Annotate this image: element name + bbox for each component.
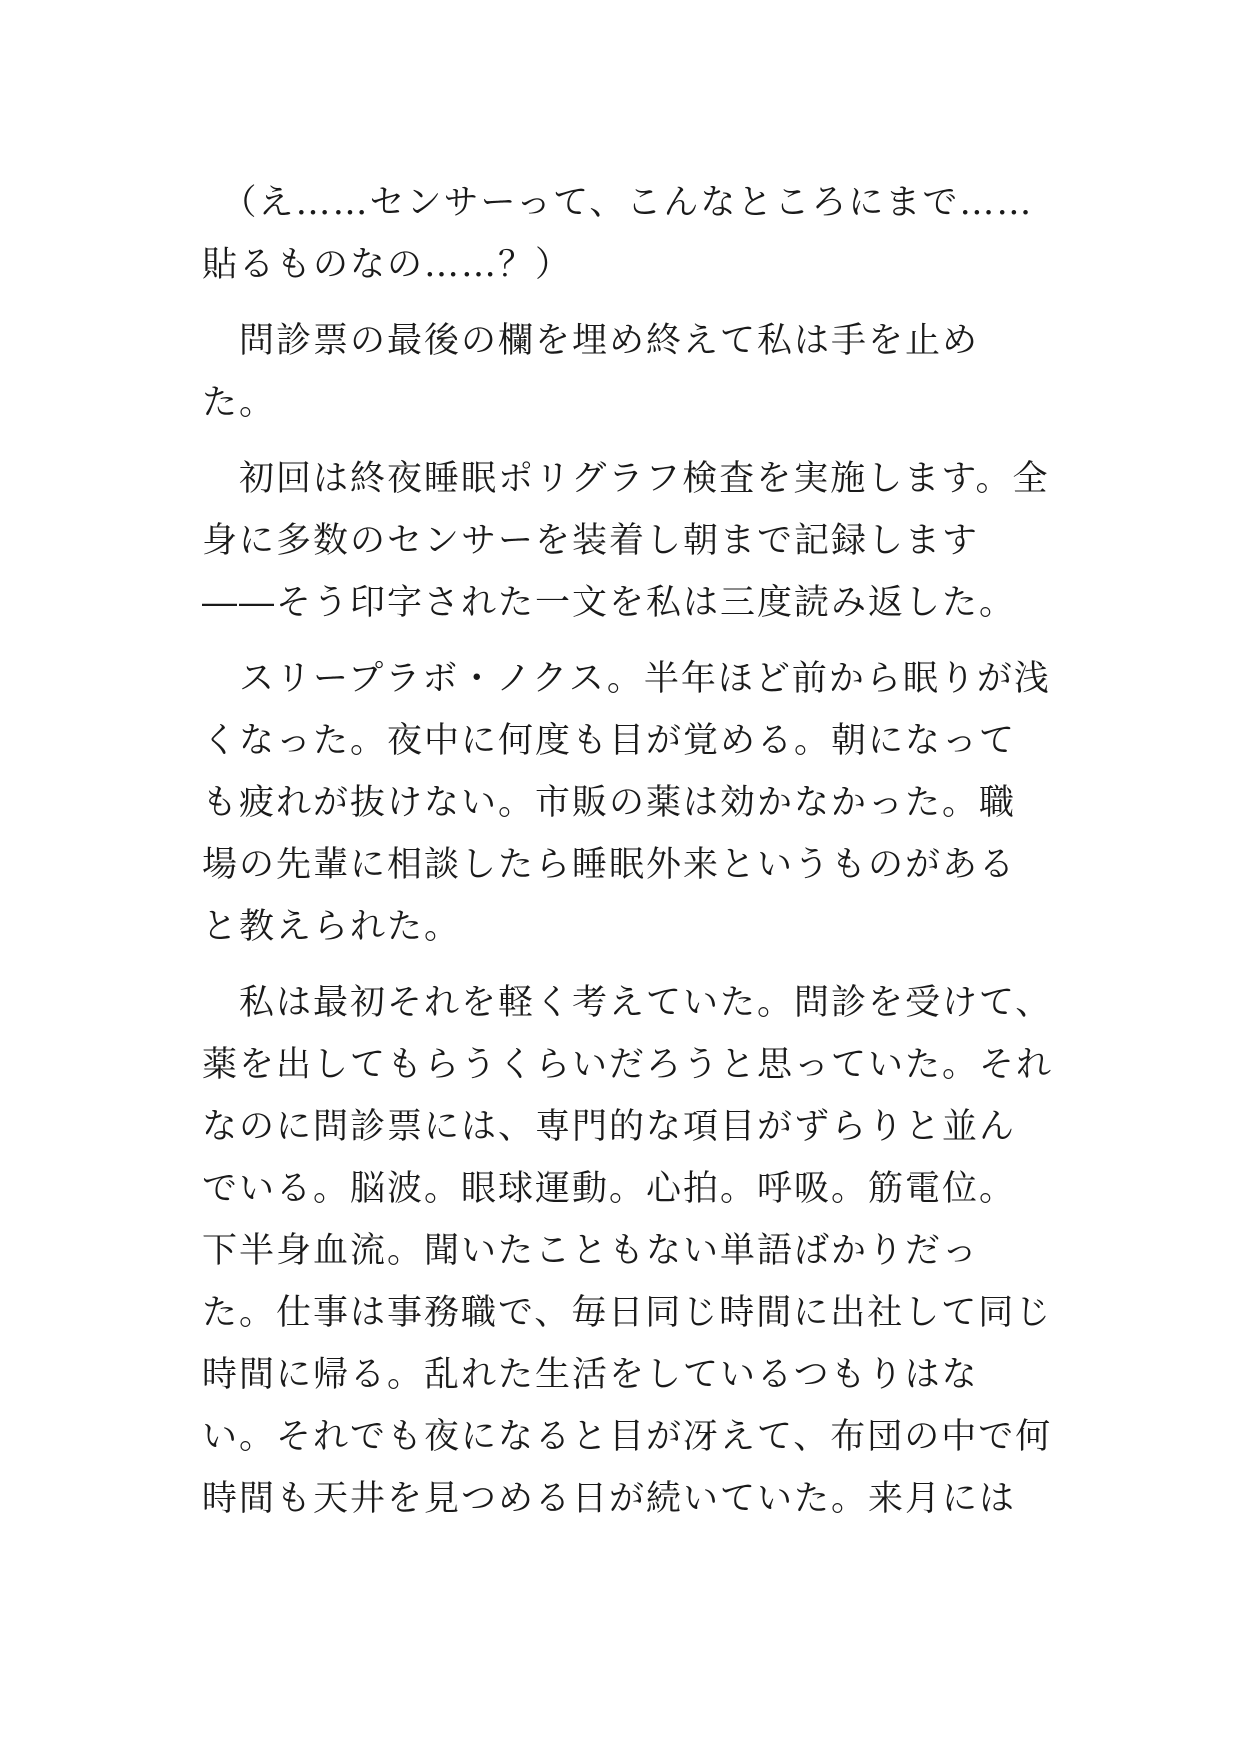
text-line: 初回は終夜睡眠ポリグラフ検査を実施します。全 xyxy=(202,459,1050,499)
text-line: も疲れが抜けない。市販の薬は効かなかった。職 xyxy=(202,783,1017,823)
text-line: 薬を出してもらうくらいだろうと思っていた。それ xyxy=(202,1045,1054,1085)
text-line: 場の先輩に相談したら睡眠外来というものがある xyxy=(202,845,1017,885)
text-line: 時間も天井を見つめる日が続いていた。来月には xyxy=(202,1479,1017,1519)
paragraph-5 xyxy=(202,972,1062,1530)
text-line: た。 xyxy=(202,383,277,423)
paragraph-4 xyxy=(202,648,1062,958)
text-line: と教えられた。 xyxy=(202,907,462,947)
text-line: くなった。夜中に何度も目が覚める。朝になって xyxy=(202,721,1017,761)
text-line: なのに問診票には、専門的な項目がずらりと並ん xyxy=(202,1107,1017,1147)
text-line: 時間に帰る。乱れた生活をしているつもりはな xyxy=(202,1355,979,1395)
text-line: い。それでも夜になると目が冴えて、布団の中で何 xyxy=(202,1417,1053,1457)
text-line: 貼るものなの……？） xyxy=(202,245,573,285)
text-line: 下半身血流。聞いたこともない単語ばかりだっ xyxy=(202,1231,980,1271)
text-line: た。仕事は事務職で、毎日同じ時間に出社して同じ xyxy=(202,1293,1053,1333)
paragraph-1 xyxy=(202,172,1062,296)
text-line: でいる。脳波。眼球運動。心拍。呼吸。筋電位。 xyxy=(202,1169,1017,1209)
text-line: ――そう印字された一文を私は三度読み返した。 xyxy=(202,583,1017,623)
text-line: 問診票の最後の欄を埋め終えて私は手を止め xyxy=(202,321,980,361)
paragraph-3 xyxy=(202,448,1062,634)
paragraph-2 xyxy=(202,310,1062,434)
body-text xyxy=(202,172,1062,1544)
text-line: スリープラボ・ノクス。半年ほど前から眠りが浅 xyxy=(202,659,1051,699)
text-line: 私は最初それを軽く考えていた。問診を受けて、 xyxy=(202,983,1053,1023)
text-line: 身に多数のセンサーを装着し朝まで記録します xyxy=(202,521,980,561)
text-line: （え……センサーって、こんなところにまで…… xyxy=(202,183,1034,223)
